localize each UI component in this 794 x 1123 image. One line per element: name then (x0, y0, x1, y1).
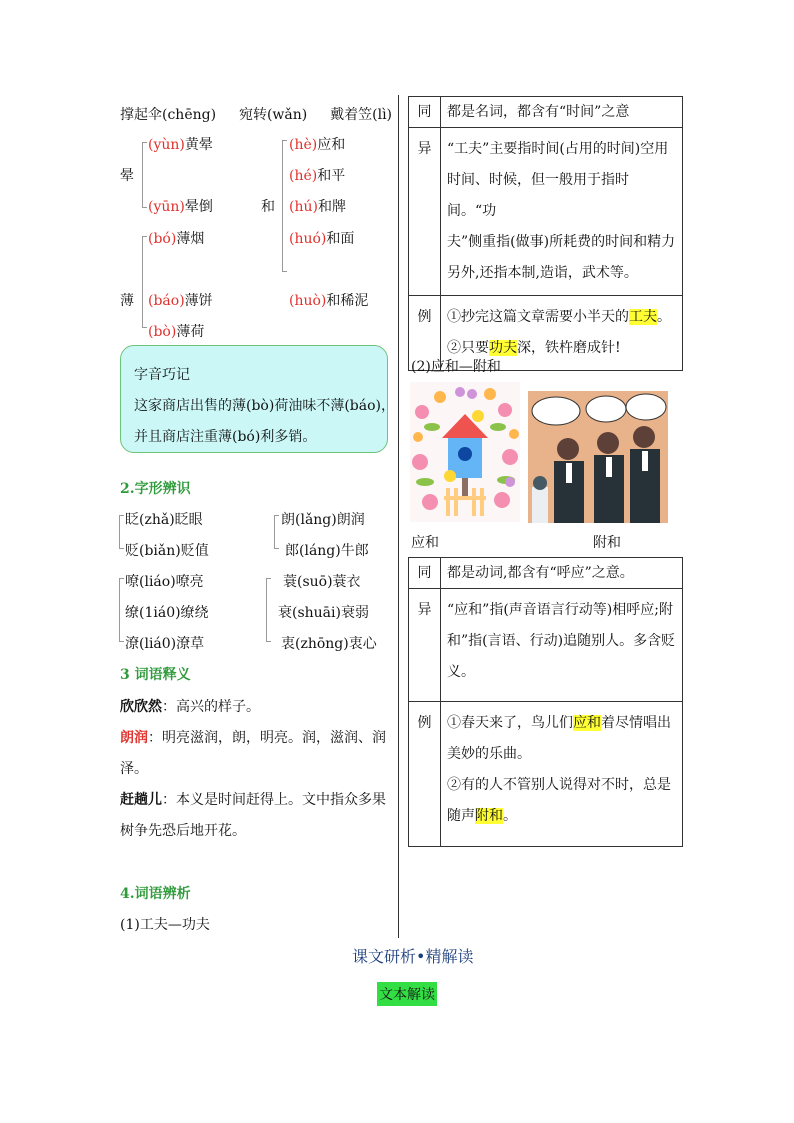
bao-reading-3: (bò)薄荷 (148, 324, 205, 340)
table-cell-value: 都是动词,都含有“呼应”之意。 (441, 558, 683, 589)
birdhouse-illustration (410, 382, 520, 522)
yun-head: 晕 (120, 168, 134, 184)
definition-1: 欣欣然：高兴的样子。 (120, 699, 260, 715)
definition-2-cont: 泽。 (120, 761, 148, 777)
yun-reading-2: (yūn)晕倒 (148, 199, 213, 215)
table-row (409, 97, 683, 128)
bao-reading-1: (bó)薄烟 (148, 231, 205, 247)
table-yinghe (408, 557, 683, 847)
caption-fuhe: 附和 (593, 535, 621, 551)
table-row (409, 128, 683, 296)
table-cell-value: ①抄完这篇文章需要小半天的工夫。 ②只要功夫深，铁杵磨成针! (441, 296, 683, 371)
table-cell-key: 异 (409, 589, 441, 702)
section-heading-4: 4.词语辨析 (120, 886, 191, 902)
subheading-gongfu: (1)工夫—功夫 (120, 917, 210, 933)
form-4c: 衷(zhōng)衷心 (281, 636, 377, 652)
table-cell-key: 同 (409, 558, 441, 589)
word-wanzhuan: 宛转(wǎn) (238, 107, 308, 123)
tip-line-1: 这家商店出售的薄(bò)荷油味不薄(báo)， (134, 398, 395, 414)
form-brace-2 (274, 515, 279, 549)
word-daizheli: 戴着笠(lì) (330, 107, 393, 123)
he-reading-2: (hé)和平 (289, 168, 346, 184)
form-brace-1 (119, 515, 124, 549)
he-reading-3: (hú)和牌 (289, 199, 346, 215)
table-cell-value: ①春天来了，鸟儿们应和着尽情唱出 美妙的乐曲。 ②有的人不管别人说得对不时，总是 随声附和。 (441, 702, 683, 847)
yun-reading-1: (yùn)黄晕 (148, 137, 213, 153)
definition-2: 朗润：明亮滋润，朗，明亮。润，滋润、润 (120, 730, 386, 746)
form-3c: 潦(liá0)潦草 (125, 636, 205, 652)
he-brace (282, 140, 287, 272)
table-cell-key: 例 (409, 296, 441, 371)
table-gongfu (408, 96, 683, 371)
table-cell-key: 同 (409, 97, 441, 128)
form-4b: 衰(shuāi)衰弱 (278, 605, 369, 621)
he-head: 和 (261, 199, 275, 215)
word-chengqisan: 撑起伞(chēng) (120, 107, 217, 123)
he-reading-4: (huó)和面 (289, 231, 355, 247)
table-row (409, 589, 683, 702)
form-4a: 蓑(suō)蓑衣 (283, 574, 361, 590)
section-heading-2: 2.字形辨识 (120, 481, 191, 497)
section-heading-3: 3 词语释义 (120, 667, 191, 683)
form-2a: 朗(lǎng)朗润 (281, 512, 365, 528)
form-1b: 贬(biǎn)贬值 (125, 543, 209, 559)
bao-reading-2: (báo)薄饼 (148, 293, 213, 309)
definition-3: 赶趟儿：本义是时间赶得上。文中指众多果 (120, 792, 386, 808)
footer-tag: 文本解读 (377, 982, 437, 1006)
comic-illustration (528, 391, 668, 523)
tip-line-2: 并且商店注重薄(bó)利多销。 (134, 429, 317, 445)
he-reading-1: (hè)应和 (289, 137, 346, 153)
table-cell-value: “应和”指(声音语言行动等)相呼应;附 和”指(言语、行动)追随别人。多含贬 义。 (441, 589, 683, 702)
table-row (409, 702, 683, 847)
bao-brace (142, 236, 147, 328)
tip-title: 字音巧记 (134, 367, 190, 383)
table-cell-value: “工夫”主要指时间(占用的时间)空用 时间、时候，但一般用于指时间。“功 夫”侧重指(做事)所耗费的时间和精力 另外,还指本制,造诣，武术等。 (441, 128, 683, 296)
footer-title: 课文研析•精解读 (352, 947, 474, 966)
subheading-yinghe: (2)应和—附和 (411, 359, 501, 375)
table-cell-key: 例 (409, 702, 441, 847)
table-row (409, 558, 683, 589)
bao-head: 薄 (120, 293, 134, 309)
form-3a: 嘹(liáo)嘹亮 (125, 574, 204, 590)
column-divider (398, 95, 399, 938)
caption-yinghe: 应和 (411, 535, 439, 551)
pinyin-line-1 (120, 104, 392, 124)
definition-3-cont: 树争先恐后地开花。 (120, 823, 246, 839)
form-3b: 缭(1iá0)缭绕 (125, 605, 209, 621)
table-cell-key: 异 (409, 128, 441, 296)
table-cell-value: 都是名词，都含有“时间”之意 (441, 97, 683, 128)
form-2b: 郎(láng)牛郎 (285, 543, 369, 559)
form-brace-4 (266, 578, 271, 642)
he-reading-5: (huò)和稀泥 (289, 293, 369, 309)
yun-brace (142, 142, 147, 208)
form-1a: 眨(zhǎ)眨眼 (125, 512, 203, 528)
form-brace-3 (119, 578, 124, 642)
